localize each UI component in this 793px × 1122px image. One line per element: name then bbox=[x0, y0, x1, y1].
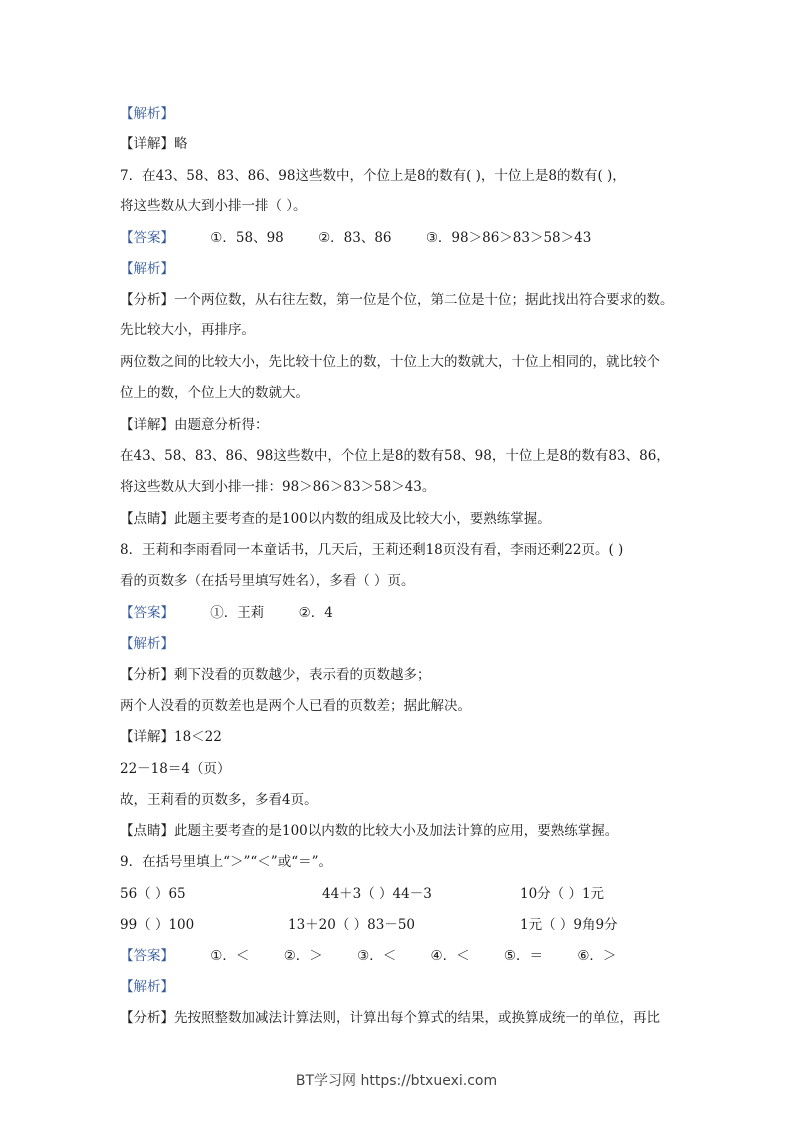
section-label-analysis: 【解析】 bbox=[120, 636, 174, 652]
answer-label: 【答案】 bbox=[120, 948, 174, 964]
comparison-item: 13＋20（ ）83－50 bbox=[288, 917, 416, 933]
answer-item: ①．58、98 bbox=[210, 230, 284, 246]
analysis-line: 【分析】剩下没看的页数越少，表示看的页数越多； bbox=[120, 667, 431, 683]
analysis-line: 【分析】一个两位数，从右往左数，第一位是个位，第二位是十位；据此找出符合要求的数。 bbox=[120, 292, 674, 308]
answer-9-row bbox=[120, 946, 616, 966]
answer-item: ⑥．＞ bbox=[577, 948, 617, 964]
section-label-analysis: 【解析】 bbox=[120, 106, 174, 122]
answer-item: ④．＜ bbox=[430, 948, 470, 964]
analysis-line: 位上的数，个位上大的数就大。 bbox=[120, 385, 309, 401]
comparison-item: 44＋3（ ）44－3 bbox=[322, 886, 432, 902]
answer-item: ③．98＞86＞83＞58＞43 bbox=[425, 230, 592, 246]
section-label-analysis: 【解析】 bbox=[120, 261, 174, 277]
question-8-line-1: 8．王莉和李雨看同一本童话书，几天后，王莉还剩18页没有看，李雨还剩22页。( ) bbox=[120, 542, 624, 558]
detail-line: 22－18＝4（页） bbox=[120, 761, 231, 777]
footer-watermark: BT学习网 https://btxuexi.com bbox=[295, 1073, 498, 1089]
comparison-item: 10分（ ）1元 bbox=[520, 886, 605, 902]
analysis-line: 两个人没看的页数差也是两个人已看的页数差；据此解决。 bbox=[120, 698, 471, 714]
detail-line: 【详解】18＜22 bbox=[120, 729, 222, 745]
question-7-line-1: 7．在43、58、83、86、98这些数中，个位上是8的数有( )，十位上是8的数有( )， bbox=[120, 168, 626, 184]
comparison-item: 56（ ）65 bbox=[120, 886, 186, 902]
detail-line: 将这些数从大到小排一排：98＞86＞83＞58＞43。 bbox=[120, 479, 436, 495]
comparison-item: 1元（ ）9角9分 bbox=[520, 917, 618, 933]
comparison-row-1 bbox=[120, 884, 680, 904]
answer-item: ①．王莉 bbox=[210, 605, 265, 621]
answer-item: ②．4 bbox=[298, 605, 333, 621]
answer-item: ⑤．＝ bbox=[503, 948, 544, 964]
answer-item: ③．＜ bbox=[357, 948, 397, 964]
remark-line: 【点睛】此题主要考查的是100以内数的组成及比较大小，要熟练掌握。 bbox=[120, 511, 551, 527]
answer-item: ②．＞ bbox=[283, 948, 323, 964]
detail-line: 【详解】略 bbox=[120, 136, 188, 152]
analysis-line: 先比较大小，再排序。 bbox=[120, 322, 255, 338]
answer-item: ①．＜ bbox=[210, 948, 250, 964]
question-8-line-2: 看的页数多（在括号里填写姓名），多看（ ）页。 bbox=[120, 573, 415, 589]
question-9-line: 9．在括号里填上“＞”“＜”或“＝”。 bbox=[120, 854, 332, 870]
detail-line: 在43、58、83、86、98这些数中，个位上是8的数有58、98，十位上是8的数有83、86， bbox=[120, 448, 670, 464]
question-7-line-2: 将这些数从大到小排一排（ ）。 bbox=[120, 198, 307, 214]
comparison-row-2 bbox=[120, 915, 680, 935]
answer-label: 【答案】 bbox=[120, 605, 174, 621]
detail-line: 故，王莉看的页数多，多看4页。 bbox=[120, 792, 318, 808]
answer-item: ②．83、86 bbox=[318, 230, 392, 246]
answer-7-row bbox=[120, 228, 591, 248]
remark-line: 【点睛】此题主要考查的是100以内数的比较大小及加法计算的应用，要熟练掌握。 bbox=[120, 823, 619, 839]
answer-8-row bbox=[120, 603, 333, 623]
comparison-item: 99（ ）100 bbox=[120, 917, 195, 933]
analysis-line: 两位数之间的比较大小，先比较十位上的数，十位上大的数就大，十位上相同的，就比较个 bbox=[120, 354, 660, 370]
answer-label: 【答案】 bbox=[120, 230, 174, 246]
analysis-line: 【分析】先按照整数加减法计算法则，计算出每个算式的结果，或换算成统一的单位，再比 bbox=[120, 1010, 660, 1026]
detail-line: 【详解】由题意分析得： bbox=[120, 417, 269, 433]
section-label-analysis: 【解析】 bbox=[120, 979, 174, 995]
